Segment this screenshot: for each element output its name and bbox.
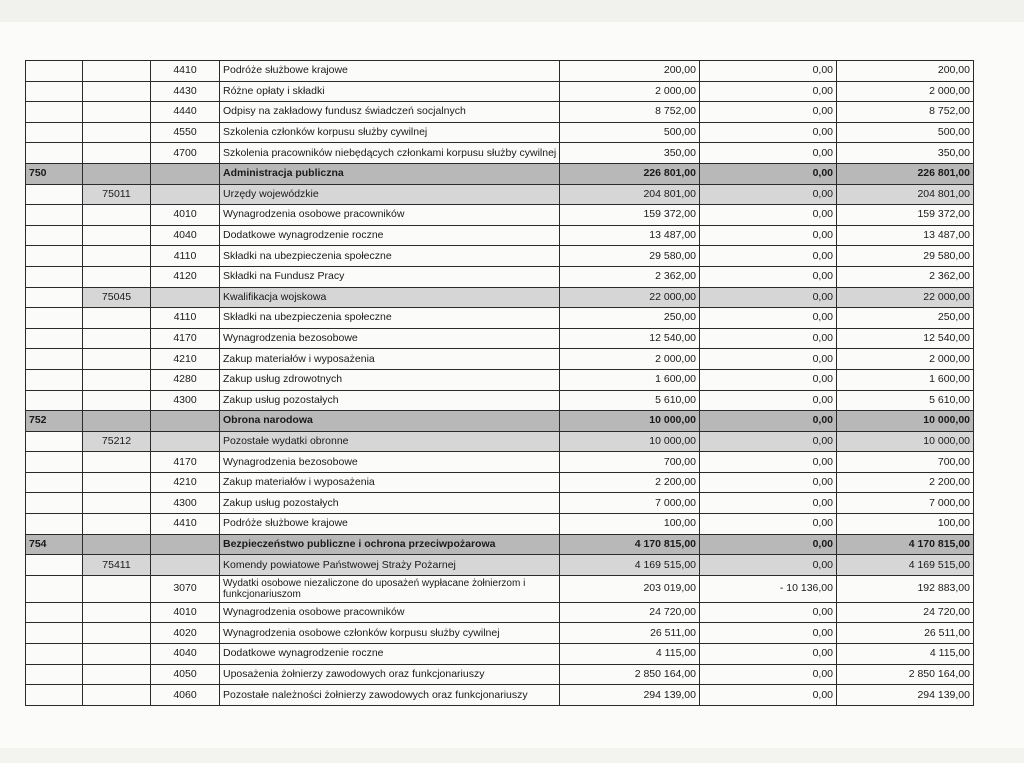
name-cell: Różne opłaty i składki (220, 81, 560, 102)
paragraf-cell: 4210 (151, 349, 220, 370)
name-cell: Dodatkowe wynagrodzenie roczne (220, 644, 560, 665)
dzial-cell (26, 102, 83, 123)
paragraf-cell: 4210 (151, 472, 220, 493)
after-change-amount-cell: 26 511,00 (837, 623, 974, 644)
name-cell: Urzędy wojewódzkie (220, 184, 560, 205)
plan-amount-cell: 8 752,00 (560, 102, 700, 123)
plan-amount-cell: 10 000,00 (560, 411, 700, 432)
name-cell: Zakup materiałów i wyposażenia (220, 349, 560, 370)
rozdzial-cell (83, 143, 151, 164)
plan-amount-cell: 10 000,00 (560, 431, 700, 452)
change-amount-cell: 0,00 (700, 644, 837, 665)
paragraf-cell: 4060 (151, 685, 220, 706)
rozdzial-cell (83, 493, 151, 514)
plan-amount-cell: 700,00 (560, 452, 700, 473)
change-amount-cell: 0,00 (700, 205, 837, 226)
after-change-amount-cell: 7 000,00 (837, 493, 974, 514)
change-amount-cell: 0,00 (700, 685, 837, 706)
after-change-amount-cell: 22 000,00 (837, 287, 974, 308)
table-row (26, 664, 974, 685)
dzial-cell (26, 685, 83, 706)
plan-amount-cell: 13 487,00 (560, 225, 700, 246)
name-cell: Dodatkowe wynagrodzenie roczne (220, 225, 560, 246)
dzial-cell (26, 184, 83, 205)
name-cell: Składki na ubezpieczenia społeczne (220, 246, 560, 267)
table-row (26, 575, 974, 602)
dzial-cell (26, 452, 83, 473)
budget-table (25, 60, 974, 706)
paragraf-cell: 4040 (151, 225, 220, 246)
paragraf-cell: 4410 (151, 514, 220, 535)
dzial-cell (26, 287, 83, 308)
plan-amount-cell: 2 362,00 (560, 266, 700, 287)
change-amount-cell: 0,00 (700, 472, 837, 493)
dzial-cell (26, 349, 83, 370)
name-cell: Odpisy na zakładowy fundusz świadczeń socjalnych (220, 102, 560, 123)
plan-amount-cell: 4 115,00 (560, 644, 700, 665)
paragraf-cell: 4040 (151, 644, 220, 665)
change-amount-cell: 0,00 (700, 514, 837, 535)
rozdzial-cell (83, 390, 151, 411)
change-amount-cell: 0,00 (700, 246, 837, 267)
after-change-amount-cell: 2 200,00 (837, 472, 974, 493)
name-cell: Wynagrodzenia osobowe członków korpusu służby cywilnej (220, 623, 560, 644)
name-cell: Obrona narodowa (220, 411, 560, 432)
name-cell: Wydatki osobowe niezaliczone do uposażeń wypłacane żołnierzom i funkcjonariuszom (220, 575, 560, 602)
rozdzial-cell (83, 225, 151, 246)
name-cell: Administracja publiczna (220, 163, 560, 184)
paragraf-cell (151, 184, 220, 205)
dzial-cell (26, 555, 83, 576)
paragraf-cell: 4300 (151, 493, 220, 514)
plan-amount-cell: 26 511,00 (560, 623, 700, 644)
paragraf-cell: 4280 (151, 369, 220, 390)
name-cell: Zakup materiałów i wyposażenia (220, 472, 560, 493)
plan-amount-cell: 200,00 (560, 61, 700, 82)
rozdzial-cell (83, 102, 151, 123)
change-amount-cell: 0,00 (700, 664, 837, 685)
paragraf-cell (151, 431, 220, 452)
rozdzial-cell (83, 534, 151, 555)
plan-amount-cell: 2 200,00 (560, 472, 700, 493)
table-row (26, 644, 974, 665)
dzial-cell (26, 602, 83, 623)
table-row (26, 308, 974, 329)
name-cell: Wynagrodzenia osobowe pracowników (220, 602, 560, 623)
plan-amount-cell: 22 000,00 (560, 287, 700, 308)
rozdzial-cell (83, 205, 151, 226)
rozdzial-cell (83, 369, 151, 390)
subsection-row (26, 184, 974, 205)
name-cell: Komendy powiatowe Państwowej Straży Pożarnej (220, 555, 560, 576)
plan-amount-cell: 100,00 (560, 514, 700, 535)
name-cell: Szkolenia pracowników niebędących członkami korpusu służby cywilnej (220, 143, 560, 164)
after-change-amount-cell: 294 139,00 (837, 685, 974, 706)
plan-amount-cell: 29 580,00 (560, 246, 700, 267)
table-row (26, 122, 974, 143)
after-change-amount-cell: 192 883,00 (837, 575, 974, 602)
table-row (26, 143, 974, 164)
rozdzial-cell (83, 349, 151, 370)
paragraf-cell: 4010 (151, 602, 220, 623)
plan-amount-cell: 12 540,00 (560, 328, 700, 349)
rozdzial-cell (83, 61, 151, 82)
dzial-cell (26, 225, 83, 246)
plan-amount-cell: 1 600,00 (560, 369, 700, 390)
name-cell: Kwalifikacja wojskowa (220, 287, 560, 308)
paragraf-cell: 4410 (151, 61, 220, 82)
plan-amount-cell: 294 139,00 (560, 685, 700, 706)
dzial-cell (26, 308, 83, 329)
plan-amount-cell: 2 000,00 (560, 349, 700, 370)
dzial-cell (26, 644, 83, 665)
paragraf-cell: 4700 (151, 143, 220, 164)
change-amount-cell: 0,00 (700, 266, 837, 287)
dzial-cell (26, 664, 83, 685)
dzial-cell (26, 122, 83, 143)
plan-amount-cell: 226 801,00 (560, 163, 700, 184)
section-row (26, 411, 974, 432)
change-amount-cell: 0,00 (700, 534, 837, 555)
plan-amount-cell: 2 850 164,00 (560, 664, 700, 685)
after-change-amount-cell: 250,00 (837, 308, 974, 329)
paragraf-cell (151, 287, 220, 308)
dzial-cell (26, 431, 83, 452)
change-amount-cell: 0,00 (700, 184, 837, 205)
after-change-amount-cell: 204 801,00 (837, 184, 974, 205)
paragraf-cell: 4430 (151, 81, 220, 102)
after-change-amount-cell: 1 600,00 (837, 369, 974, 390)
paragraf-cell: 4110 (151, 246, 220, 267)
dzial-cell (26, 328, 83, 349)
section-row (26, 534, 974, 555)
table-row (26, 493, 974, 514)
rozdzial-cell (83, 472, 151, 493)
after-change-amount-cell: 24 720,00 (837, 602, 974, 623)
table-row (26, 81, 974, 102)
change-amount-cell: 0,00 (700, 328, 837, 349)
table-row (26, 390, 974, 411)
after-change-amount-cell: 2 000,00 (837, 349, 974, 370)
rozdzial-cell (83, 575, 151, 602)
rozdzial-cell: 75011 (83, 184, 151, 205)
name-cell: Wynagrodzenia bezosobowe (220, 452, 560, 473)
change-amount-cell: 0,00 (700, 122, 837, 143)
rozdzial-cell (83, 685, 151, 706)
change-amount-cell: 0,00 (700, 390, 837, 411)
change-amount-cell: 0,00 (700, 555, 837, 576)
table-row (26, 472, 974, 493)
change-amount-cell: 0,00 (700, 431, 837, 452)
rozdzial-cell: 75411 (83, 555, 151, 576)
rozdzial-cell (83, 122, 151, 143)
name-cell: Zakup usług pozostałych (220, 493, 560, 514)
table-row (26, 246, 974, 267)
after-change-amount-cell: 2 362,00 (837, 266, 974, 287)
name-cell: Zakup usług zdrowotnych (220, 369, 560, 390)
dzial-cell (26, 266, 83, 287)
rozdzial-cell (83, 81, 151, 102)
rozdzial-cell (83, 514, 151, 535)
paragraf-cell: 4010 (151, 205, 220, 226)
table-row (26, 685, 974, 706)
table-row (26, 328, 974, 349)
name-cell: Uposażenia żołnierzy zawodowych oraz funkcjonariuszy (220, 664, 560, 685)
dzial-cell: 752 (26, 411, 83, 432)
paragraf-cell: 3070 (151, 575, 220, 602)
change-amount-cell: 0,00 (700, 493, 837, 514)
paragraf-cell: 4170 (151, 452, 220, 473)
subsection-row (26, 555, 974, 576)
change-amount-cell: 0,00 (700, 287, 837, 308)
section-row (26, 163, 974, 184)
paragraf-cell: 4120 (151, 266, 220, 287)
dzial-cell (26, 514, 83, 535)
plan-amount-cell: 2 000,00 (560, 81, 700, 102)
table-row (26, 266, 974, 287)
table-row (26, 369, 974, 390)
dzial-cell (26, 369, 83, 390)
paragraf-cell: 4170 (151, 328, 220, 349)
after-change-amount-cell: 29 580,00 (837, 246, 974, 267)
name-cell: Pozostałe należności żołnierzy zawodowych oraz funkcjonariuszy (220, 685, 560, 706)
rozdzial-cell (83, 266, 151, 287)
paragraf-cell: 4020 (151, 623, 220, 644)
after-change-amount-cell: 700,00 (837, 452, 974, 473)
change-amount-cell: 0,00 (700, 602, 837, 623)
plan-amount-cell: 7 000,00 (560, 493, 700, 514)
name-cell: Składki na ubezpieczenia społeczne (220, 308, 560, 329)
after-change-amount-cell: 5 610,00 (837, 390, 974, 411)
rozdzial-cell: 75212 (83, 431, 151, 452)
rozdzial-cell (83, 623, 151, 644)
name-cell: Podróże służbowe krajowe (220, 61, 560, 82)
subsection-row (26, 287, 974, 308)
plan-amount-cell: 4 170 815,00 (560, 534, 700, 555)
rozdzial-cell (83, 452, 151, 473)
paragraf-cell (151, 411, 220, 432)
dzial-cell: 750 (26, 163, 83, 184)
after-change-amount-cell: 4 115,00 (837, 644, 974, 665)
after-change-amount-cell: 10 000,00 (837, 431, 974, 452)
change-amount-cell: 0,00 (700, 623, 837, 644)
change-amount-cell: 0,00 (700, 225, 837, 246)
plan-amount-cell: 24 720,00 (560, 602, 700, 623)
table-row (26, 349, 974, 370)
name-cell: Składki na Fundusz Pracy (220, 266, 560, 287)
table-row (26, 452, 974, 473)
after-change-amount-cell: 12 540,00 (837, 328, 974, 349)
rozdzial-cell (83, 163, 151, 184)
paragraf-cell: 4300 (151, 390, 220, 411)
rozdzial-cell (83, 664, 151, 685)
dzial-cell (26, 472, 83, 493)
after-change-amount-cell: 200,00 (837, 61, 974, 82)
name-cell: Pozostałe wydatki obronne (220, 431, 560, 452)
rozdzial-cell (83, 308, 151, 329)
paragraf-cell (151, 163, 220, 184)
after-change-amount-cell: 4 170 815,00 (837, 534, 974, 555)
rozdzial-cell (83, 246, 151, 267)
paragraf-cell: 4110 (151, 308, 220, 329)
after-change-amount-cell: 10 000,00 (837, 411, 974, 432)
dzial-cell (26, 246, 83, 267)
after-change-amount-cell: 4 169 515,00 (837, 555, 974, 576)
table-row (26, 205, 974, 226)
name-cell: Bezpieczeństwo publiczne i ochrona przeciwpożarowa (220, 534, 560, 555)
dzial-cell (26, 61, 83, 82)
rozdzial-cell (83, 602, 151, 623)
plan-amount-cell: 350,00 (560, 143, 700, 164)
dzial-cell (26, 575, 83, 602)
scan-top-margin (0, 0, 1024, 22)
after-change-amount-cell: 2 850 164,00 (837, 664, 974, 685)
dzial-cell (26, 81, 83, 102)
scan-bottom-margin (0, 748, 1024, 763)
table-row (26, 514, 974, 535)
change-amount-cell: 0,00 (700, 411, 837, 432)
dzial-cell (26, 623, 83, 644)
name-cell: Szkolenia członków korpusu służby cywilnej (220, 122, 560, 143)
table-row (26, 602, 974, 623)
name-cell: Wynagrodzenia osobowe pracowników (220, 205, 560, 226)
plan-amount-cell: 500,00 (560, 122, 700, 143)
plan-amount-cell: 4 169 515,00 (560, 555, 700, 576)
after-change-amount-cell: 13 487,00 (837, 225, 974, 246)
after-change-amount-cell: 100,00 (837, 514, 974, 535)
change-amount-cell: - 10 136,00 (700, 575, 837, 602)
change-amount-cell: 0,00 (700, 349, 837, 370)
dzial-cell (26, 493, 83, 514)
name-cell: Zakup usług pozostałych (220, 390, 560, 411)
change-amount-cell: 0,00 (700, 102, 837, 123)
table-row (26, 102, 974, 123)
dzial-cell (26, 143, 83, 164)
after-change-amount-cell: 2 000,00 (837, 81, 974, 102)
rozdzial-cell: 75045 (83, 287, 151, 308)
rozdzial-cell (83, 411, 151, 432)
dzial-cell: 754 (26, 534, 83, 555)
paragraf-cell (151, 534, 220, 555)
plan-amount-cell: 203 019,00 (560, 575, 700, 602)
table-row (26, 623, 974, 644)
after-change-amount-cell: 500,00 (837, 122, 974, 143)
dzial-cell (26, 205, 83, 226)
table-row (26, 61, 974, 82)
after-change-amount-cell: 226 801,00 (837, 163, 974, 184)
change-amount-cell: 0,00 (700, 452, 837, 473)
paragraf-cell (151, 555, 220, 576)
plan-amount-cell: 159 372,00 (560, 205, 700, 226)
rozdzial-cell (83, 644, 151, 665)
paragraf-cell: 4440 (151, 102, 220, 123)
name-cell: Podróże służbowe krajowe (220, 514, 560, 535)
budget-table-body (26, 61, 974, 706)
subsection-row (26, 431, 974, 452)
change-amount-cell: 0,00 (700, 143, 837, 164)
paragraf-cell: 4550 (151, 122, 220, 143)
plan-amount-cell: 250,00 (560, 308, 700, 329)
change-amount-cell: 0,00 (700, 61, 837, 82)
change-amount-cell: 0,00 (700, 81, 837, 102)
rozdzial-cell (83, 328, 151, 349)
dzial-cell (26, 390, 83, 411)
change-amount-cell: 0,00 (700, 369, 837, 390)
paragraf-cell: 4050 (151, 664, 220, 685)
name-cell: Wynagrodzenia bezosobowe (220, 328, 560, 349)
after-change-amount-cell: 8 752,00 (837, 102, 974, 123)
plan-amount-cell: 204 801,00 (560, 184, 700, 205)
change-amount-cell: 0,00 (700, 163, 837, 184)
plan-amount-cell: 5 610,00 (560, 390, 700, 411)
table-row (26, 225, 974, 246)
after-change-amount-cell: 159 372,00 (837, 205, 974, 226)
change-amount-cell: 0,00 (700, 308, 837, 329)
after-change-amount-cell: 350,00 (837, 143, 974, 164)
